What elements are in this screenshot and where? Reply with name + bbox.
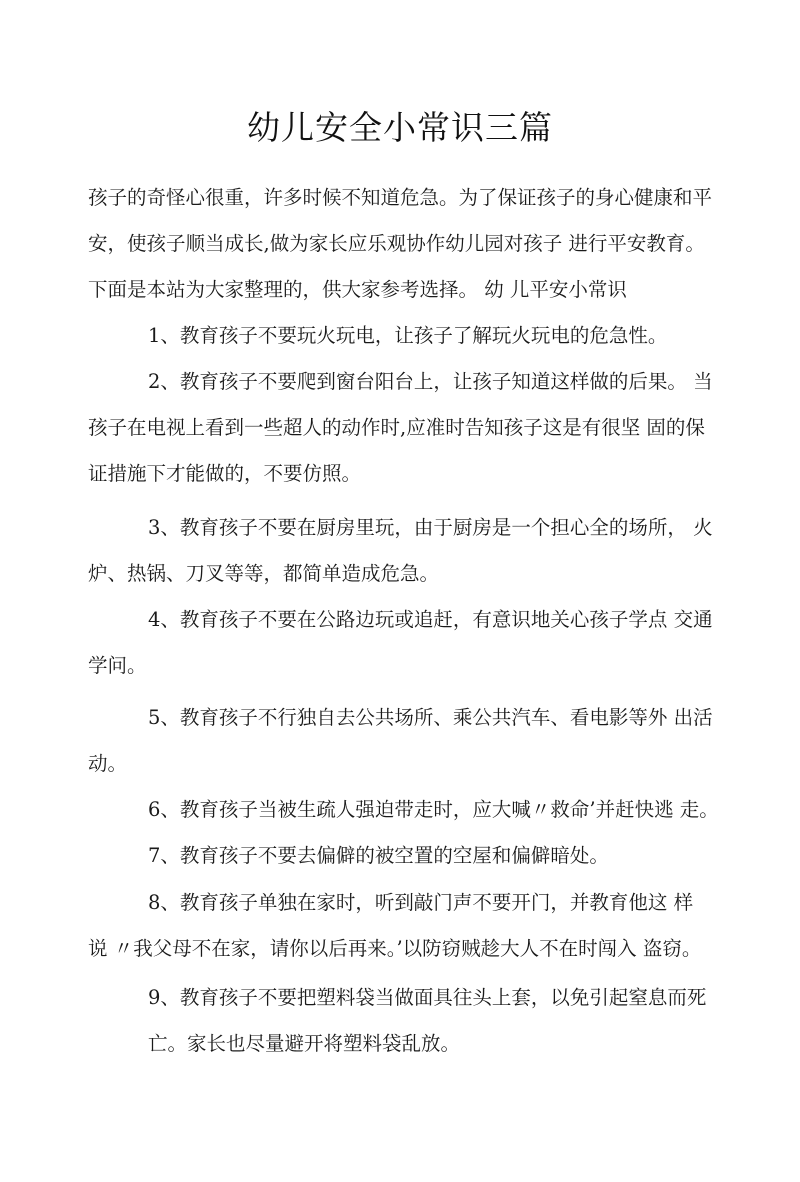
paragraph-line: 安，使孩子顺当成长,做为家长应乐观协作幼儿园对孩子 进行平安教育。 (88, 232, 705, 255)
document-title: 幼儿安全小常识三篇 (247, 108, 553, 147)
list-item-3: 3、教育孩子不要在厨房里玩，由于厨房是一个担心全的场所， 火 (148, 516, 713, 539)
paragraph-line: 下面是本站为大家整理的，供大家参考选择。 幼 儿平安小常识 (88, 278, 627, 301)
paragraph-line: 孩子在电视上看到一些超人的动作时,应准时告知孩子这是有很坚 固的保 (88, 416, 705, 439)
list-item-4: 4、教育孩子不要在公路边玩或追赶，有意识地关心孩子学点 交通 (148, 608, 713, 631)
paragraph-line: 证措施下才能做的，不要仿照。 (88, 462, 362, 485)
paragraph-line: 学问。 (88, 654, 147, 677)
paragraph-line: 说 〃我父母不在家，请你以后再来。’以防窃贼趁大人不在时闯入 盗窃。 (88, 937, 702, 960)
paragraph-line: 动。 (88, 752, 128, 775)
paragraph-line: 炉、热锅、刀叉等等，都简单造成危急。 (88, 562, 440, 585)
list-item-6: 6、教育孩子当被生疏人强迫带走时，应大喊〃救命’并赶快逃 走。 (148, 798, 719, 821)
paragraph-line: 亡。家长也尽量避开将塑料袋乱放。 (148, 1032, 461, 1055)
list-item-9: 9、教育孩子不要把塑料袋当做面具往头上套，以免引起窒息而死 (148, 986, 707, 1009)
list-item-5: 5、教育孩子不行独自去公共场所、乘公共汽车、看电影等外 出活 (148, 706, 713, 729)
list-item-2: 2、教育孩子不要爬到窗台阳台上，让孩子知道这样做的后果。 当 (148, 370, 713, 393)
paragraph-line: 孩子的奇怪心很重，许多时候不知道危急。为了保证孩子的身心健康和平 (88, 186, 713, 209)
list-item-7: 7、教育孩子不要去偏僻的被空置的空屋和偏僻暗处。 (148, 844, 609, 867)
list-item-1: 1、教育孩子不要玩火玩电，让孩子了解玩火玩电的危急性。 (148, 324, 668, 347)
list-item-8: 8、教育孩子单独在家时，听到敲门声不要开门，并教育他这 样 (148, 891, 694, 914)
